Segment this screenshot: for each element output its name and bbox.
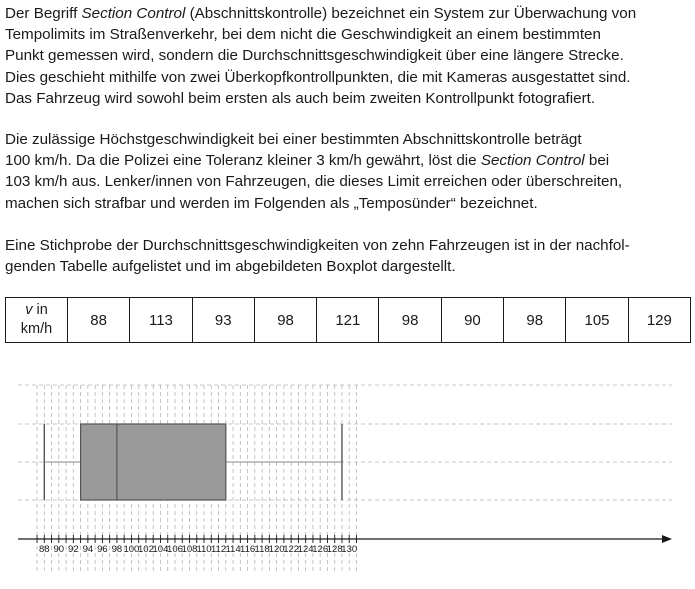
tick-label: 92 (68, 544, 79, 555)
table-header-cell: v in km/h (6, 298, 68, 343)
text-line: Die zulässige Höchstgeschwindigkeit bei einer bestimmten Abschnittskontrolle beträgt (5, 131, 582, 148)
text-line: Das Fahrzeug wird sowohl beim ersten als auch beim zweiten Kontrollpunkt fotografiert. (5, 89, 596, 107)
tick-label: 112 (210, 544, 227, 555)
tick-label: 120 (268, 544, 285, 555)
text-line: Dies geschieht mithilfe von zwei Überkopfkontrollpunkten, die mit Kameras ausgestattet sind. (5, 68, 631, 86)
tick-label: 116 (240, 544, 256, 555)
tick-label: 110 (196, 544, 212, 555)
tick-label: 122 (283, 544, 300, 555)
text-line: Eine Stichprobe der Durchschnittsgeschwindigkeiten von zehn Fahrzeugen ist in der nachfol- (5, 237, 630, 254)
text-line: Punkt gemessen wird, sondern die Durchschnittsgeschwindigkeit über eine längere Strecke. (5, 47, 624, 65)
table-cell: 121 (317, 298, 379, 343)
table-cell: 129 (628, 298, 690, 343)
table-cell: 90 (441, 298, 503, 343)
text-line: Der Begriff Section Control (Abschnittskontrolle) bezeichnet ein System zur Überwachung von (5, 5, 637, 22)
box (81, 424, 226, 500)
tick-label: 130 (341, 544, 358, 555)
table-cell: 88 (68, 298, 130, 343)
tick-label: 128 (326, 544, 343, 555)
table-cell: 93 (192, 298, 254, 343)
tick-label: 100 (123, 544, 140, 555)
axis-arrow-icon (662, 535, 672, 543)
table-cell: 105 (566, 298, 628, 343)
x-axis (18, 535, 672, 555)
text-line: genden Tabelle aufgelistet und im abgebildeten Boxplot dargestellt. (5, 258, 456, 276)
tick-label: 114 (225, 544, 241, 555)
tick-label: 96 (97, 544, 108, 555)
tick-label: 104 (152, 544, 169, 555)
tick-label: 118 (254, 544, 270, 555)
tick-label: 90 (53, 544, 65, 555)
text-line: 100 km/h. Da die Polizei eine Toleranz kleiner 3 km/h gewährt, löst die Section Control bei (5, 152, 610, 170)
text-line: 103 km/h aus. Lenker/innen von Fahrzeugen, die dieses Limit erreichen oder überschreiten, (5, 173, 623, 191)
tick-label: 98 (111, 544, 123, 555)
tick-label: 124 (297, 544, 314, 555)
boxplot (44, 424, 342, 500)
tick-label: 94 (82, 544, 94, 555)
tick-label: 106 (167, 544, 183, 555)
table-cell: 98 (504, 298, 566, 343)
text-line: machen sich strafbar und werden im Folgenden als „Temposünder“ bezeichnet. (5, 194, 538, 212)
tick-label: 88 (39, 544, 50, 555)
text-line: Tempolimits im Straßenverkehr, bei dem nicht die Geschwindigkeit an einem bestimmten (5, 26, 601, 44)
tick-label: 126 (312, 544, 329, 555)
tick-label: 108 (181, 544, 198, 555)
table-cell: 98 (379, 298, 441, 343)
table-cell: 98 (254, 298, 316, 343)
table-cell: 113 (130, 298, 192, 343)
tick-label: 102 (138, 544, 154, 555)
